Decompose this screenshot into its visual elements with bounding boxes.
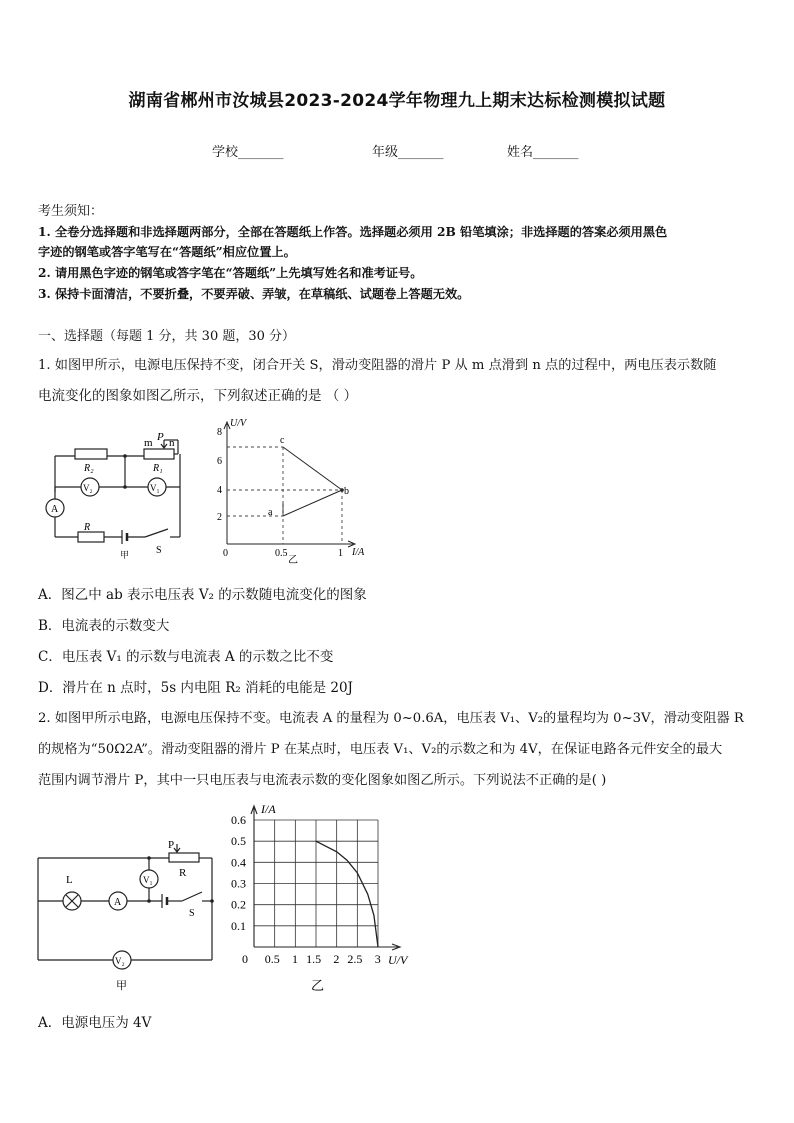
q2-line-1: 2. 如图甲所示电路，电源电压保持不变。电流表 A 的量程为 0~0.6A，电压表 V₁、V₂的量程均为 0~3V，滑动变阻器 R [38, 711, 744, 726]
q2-xtick-label: 1.5 [306, 952, 322, 966]
q1-label-n: n [169, 437, 175, 449]
q1-voltmeter-v1: V₁ [150, 483, 160, 493]
q1-graph-ytick-6: 6 [217, 456, 222, 467]
q1-graph-ytick-8: 8 [217, 427, 222, 438]
q2-ytick-label: 0.5 [231, 834, 246, 849]
q1-line-1: 1. 如图甲所示，电源电压保持不变，闭合开关 S，滑动变阻器的滑片 P 从 m 点滑到 n 点的过程中，两电压表示数随 [38, 358, 717, 373]
q1-graph-xtick-1: 1 [338, 548, 343, 559]
q2-series-curve [316, 841, 378, 947]
q2-ytick-label: 0.2 [231, 897, 246, 912]
name-field: 姓名_______ [507, 145, 579, 160]
q1-option-a: A．图乙中 ab 表示电压表 V₂ 的示数随电流变化的图象 [38, 587, 367, 603]
q2-label-jia: 甲 [116, 980, 127, 992]
q1-label-jia: 甲 [120, 550, 130, 560]
q2-ytick-label: 0.3 [231, 876, 246, 891]
q2-ytick-label: 0.6 [231, 813, 246, 827]
q1-label-r: R [84, 522, 91, 533]
q2-chart-xlabel: U/V [388, 953, 408, 967]
q2-xtick-label: 1 [292, 952, 299, 966]
q1-graph-ylabel: U/V [230, 418, 247, 429]
q2-line-3: 范围内调节滑片 P，其中一只电压表与电流表示数的变化图象如图乙所示。下列说法不正确的是( ) [38, 773, 607, 788]
q2-label-s: S [189, 908, 195, 919]
q2-label-r: R [179, 867, 187, 879]
q2-circuit-diagram [34, 834, 224, 994]
q2-ammeter: A [114, 897, 122, 908]
q2-line-2: 的规格为“50Ω2A”。滑动变阻器的滑片 P 在某点时，电压表 V₁、V₂的示数之和为 4V，在保证电路各元件安全的最大 [38, 742, 723, 757]
q1-label-s: S [156, 545, 162, 556]
q1-graph-ytick-2: 2 [217, 512, 222, 523]
q2-chart-ylabel: I/A [261, 802, 276, 816]
q2-voltmeter-v2: V₂ [115, 956, 125, 966]
q2-label-p: P [168, 839, 175, 851]
q1-graph-point-c: c [280, 435, 285, 446]
section-heading: 一、选择题（每题 1 分，共 30 题，30 分） [38, 329, 296, 344]
q2-xtick-label: 0.5 [264, 952, 280, 966]
q2-xtick-label: 3 [374, 952, 381, 966]
q1-graph-xtick-05: 0.5 [275, 548, 288, 559]
notice-heading: 考生须知： [38, 204, 104, 219]
notice-line-1a: 1. 全卷分选择题和非选择题两部分，全部在答题纸上作答。选择题必须用 2B 铅笔填涂；非选择题的答案必须用黑色 [38, 225, 668, 239]
q1-graph-point-b: b [344, 486, 349, 497]
q2-xtick-label: 2 [333, 952, 340, 966]
q1-label-p: P [157, 432, 164, 443]
q2-ytick-label: 0.4 [231, 855, 246, 870]
notice-line-1b: 字迹的钢笔或答字笔写在“答题纸”相应位置上。 [38, 245, 296, 259]
q2-xtick-label: 2.5 [347, 952, 363, 966]
q1-line-2: 电流变化的图象如图乙所示，下列叙述正确的是 （ ） [38, 388, 358, 404]
q1-voltmeter-v2: V₂ [83, 483, 93, 493]
q1-graph-point-a: a [268, 507, 273, 518]
page-title: 湖南省郴州市汝城县2023-2024学年物理九上期末达标检测模拟试题 [128, 91, 666, 111]
q1-label-r2: R₂ [84, 463, 94, 474]
q1-option-c: C．电压表 V₁ 的示数与电流表 A 的示数之比不变 [38, 649, 334, 665]
q2-xtick-label: 0 [242, 952, 248, 966]
notice-line-2: 2. 请用黑色字迹的钢笔或答字笔在“答题纸”上先填写姓名和准考证号。 [38, 266, 423, 280]
school-field: 学校_______ [212, 145, 284, 160]
q2-option-a: A．电源电压为 4V [38, 1015, 152, 1031]
q1-graph-xlabel: I/A [352, 547, 365, 558]
q1-option-b: B．电流表的示数变大 [38, 618, 170, 634]
q1-option-d: D．滑片在 n 点时，5s 内电阻 R₂ 消耗的电能是 20J [38, 680, 353, 696]
grade-field: 年级_______ [372, 145, 444, 160]
q1-label-m: m [144, 437, 153, 449]
q1-graph-ytick-4: 4 [217, 485, 222, 496]
q2-chart-title: 乙 [311, 978, 325, 993]
notice-line-3: 3. 保持卡面清洁，不要折叠，不要弄破、弄皱，在草稿纸、试题卷上答题无效。 [38, 287, 470, 301]
q1-graph-xtick-0: 0 [223, 548, 228, 559]
q2-chart [228, 800, 428, 1000]
q1-circuit-diagram [40, 432, 200, 562]
q1-label-r1: R₁ [153, 463, 163, 474]
q1-graph [205, 414, 375, 564]
q2-ytick-label: 0.1 [231, 918, 246, 933]
q2-voltmeter-v1: V₁ [143, 875, 153, 885]
q1-graph-caption: 乙 [288, 555, 298, 564]
q2-label-l: L [66, 874, 73, 886]
q1-ammeter: A [51, 504, 59, 515]
